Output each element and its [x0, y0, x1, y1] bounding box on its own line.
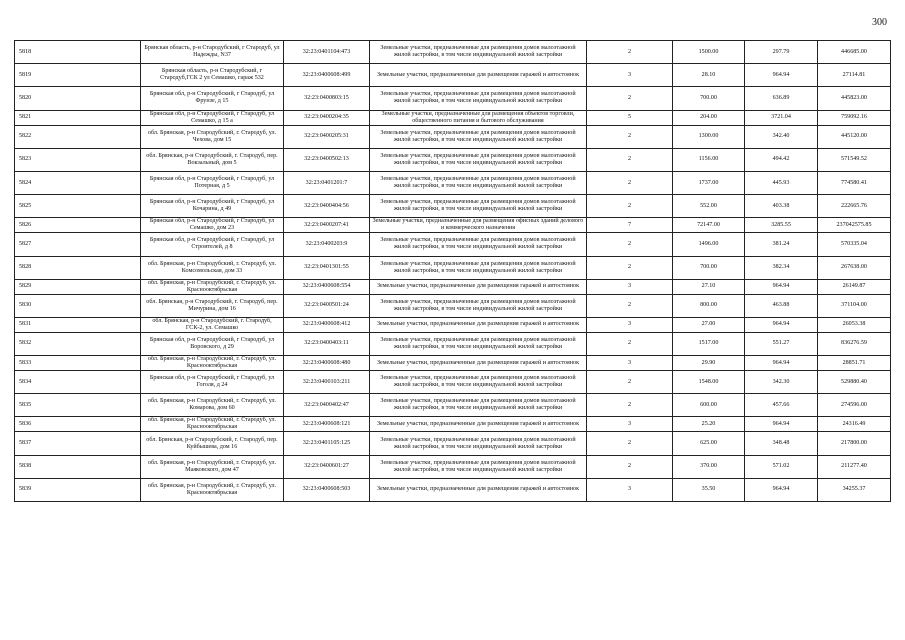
- address-cell: обл. Брянская, р-н Стародубский, г. Стародуб, ул. Чехова, дом 15: [141, 125, 284, 148]
- area-cell: 370.00: [673, 455, 745, 478]
- area-cell: 700.00: [673, 256, 745, 279]
- cadastral-value: 446685.00: [818, 41, 891, 64]
- record-number: 5821: [15, 110, 141, 125]
- unit-value: 3285.55: [745, 218, 818, 233]
- cadastral-value: 24316.49: [818, 417, 891, 432]
- unit-value: 571.02: [745, 455, 818, 478]
- unit-value: 494.42: [745, 148, 818, 171]
- registry-table: [14, 40, 891, 502]
- area-cell: 204.00: [673, 110, 745, 125]
- land-use-type: Земельные участки, предназначенные для размещения домов малоэтажной жилой застройки, в том числе индивидуальной жилой застройки: [370, 332, 587, 355]
- area-cell: 1500.00: [673, 41, 745, 64]
- cadastral-value: 529880.40: [818, 371, 891, 394]
- area-cell: 700.00: [673, 87, 745, 110]
- record-number: 5818: [15, 41, 141, 64]
- table-row: [15, 256, 891, 279]
- cadastral-number: 32:23:0400404:56: [284, 195, 370, 218]
- table-row: [15, 233, 891, 256]
- area-cell: 1496.00: [673, 233, 745, 256]
- record-number: 5827: [15, 233, 141, 256]
- record-number: 5838: [15, 455, 141, 478]
- area-cell: 28.10: [673, 64, 745, 87]
- use-group: 5: [587, 110, 673, 125]
- registry-rows: [15, 41, 891, 502]
- cadastral-value: 759092.16: [818, 110, 891, 125]
- unit-value: 463.88: [745, 294, 818, 317]
- land-use-type: Земельные участки, предназначенные для размещения домов малоэтажной жилой застройки, в том числе индивидуальной жилой застройки: [370, 294, 587, 317]
- cadastral-value: 836276.59: [818, 332, 891, 355]
- address-cell: обл. Брянская, р-н Стародубский, г. Стародуб, ул. Краснооктябрьская: [141, 356, 284, 371]
- address-cell: обл. Брянская, р-н Стародубский, г. Стародуб, ул. Комсомольская, дом 33: [141, 256, 284, 279]
- unit-value: 636.89: [745, 87, 818, 110]
- cadastral-value: 570335.04: [818, 233, 891, 256]
- area-cell: 1737.00: [673, 171, 745, 194]
- table-row: [15, 417, 891, 432]
- land-use-type: Земельные участки, предназначенные для размещения домов малоэтажной жилой застройки, в том числе индивидуальной жилой застройки: [370, 432, 587, 455]
- use-group: 3: [587, 64, 673, 87]
- area-cell: 35.50: [673, 478, 745, 501]
- address-cell: Брянская обл, р-н Стародубский, г Стародуб, ул Кочарина, д 49: [141, 195, 284, 218]
- unit-value: 551.27: [745, 332, 818, 355]
- cadastral-value: 445823.00: [818, 87, 891, 110]
- table-row: [15, 455, 891, 478]
- address-cell: обл. Брянская, р-н Стародубский, г. Стародуб, пер. Куйбышева, дом 16: [141, 432, 284, 455]
- address-cell: обл. Брянская, р-н Стародубский, г. Стародуб, ул. Краснооктябрьская: [141, 417, 284, 432]
- cadastral-number: 32:23:0400204:35: [284, 110, 370, 125]
- area-cell: 1517.00: [673, 332, 745, 355]
- unit-value: 445.93: [745, 171, 818, 194]
- cadastral-number: 32:23:0400207:41: [284, 218, 370, 233]
- use-group: 2: [587, 432, 673, 455]
- cadastral-number: 32:23:0400501:24: [284, 294, 370, 317]
- address-cell: обл. Брянская, р-н Стародубский, г. Стародуб, ул. Краснооктябрьская: [141, 279, 284, 294]
- area-cell: 625.00: [673, 432, 745, 455]
- table-row: [15, 294, 891, 317]
- use-group: 2: [587, 171, 673, 194]
- record-number: 5823: [15, 148, 141, 171]
- cadastral-value: 445120.00: [818, 125, 891, 148]
- land-use-type: Земельные участки, предназначенные для размещения домов малоэтажной жилой застройки, в том числе индивидуальной жилой застройки: [370, 41, 587, 64]
- cadastral-number: 32:23:0400608:503: [284, 478, 370, 501]
- address-cell: Брянская обл, р-н Стародубский, г Стародуб, ул Семашко, д 15 а: [141, 110, 284, 125]
- use-group: 2: [587, 87, 673, 110]
- record-number: 5819: [15, 64, 141, 87]
- land-use-type: Земельные участки, предназначенные для размещения домов малоэтажной жилой застройки, в том числе индивидуальной жилой застройки: [370, 455, 587, 478]
- unit-value: 3721.04: [745, 110, 818, 125]
- area-cell: 29.90: [673, 356, 745, 371]
- land-use-type: Земельные участки, предназначенные для размещения домов малоэтажной жилой застройки, в том числе индивидуальной жилой застройки: [370, 148, 587, 171]
- use-group: 2: [587, 371, 673, 394]
- table-row: [15, 110, 891, 125]
- area-cell: 1548.00: [673, 371, 745, 394]
- cadastral-number: 32:23:0401105:125: [284, 432, 370, 455]
- unit-value: 381.24: [745, 233, 818, 256]
- table-row: [15, 195, 891, 218]
- cadastral-value: 267638.00: [818, 256, 891, 279]
- cadastral-number: 32:23:0400608:499: [284, 64, 370, 87]
- cadastral-value: 26149.87: [818, 279, 891, 294]
- record-number: 5835: [15, 394, 141, 417]
- address-cell: обл. Брянская, р-н Стародубский, г. Стародуб, ул. Маяковского, дом 47: [141, 455, 284, 478]
- unit-value: 964.94: [745, 64, 818, 87]
- record-number: 5839: [15, 478, 141, 501]
- address-cell: Брянская область, р-н Стародубский, г Стародуб, ул Надежды, N37: [141, 41, 284, 64]
- use-group: 3: [587, 478, 673, 501]
- cadastral-value: 217800.00: [818, 432, 891, 455]
- table-row: [15, 332, 891, 355]
- use-group: 2: [587, 233, 673, 256]
- address-cell: Брянская обл, р-н Стародубский, г Стародуб, ул Фрунзе, д 15: [141, 87, 284, 110]
- record-number: 5833: [15, 356, 141, 371]
- use-group: 2: [587, 148, 673, 171]
- record-number: 5831: [15, 317, 141, 332]
- area-cell: 72147.00: [673, 218, 745, 233]
- table-row: [15, 394, 891, 417]
- use-group: 3: [587, 417, 673, 432]
- cadastral-value: 211277.40: [818, 455, 891, 478]
- record-number: 5829: [15, 279, 141, 294]
- cadastral-number: 32:23:0400103:211: [284, 371, 370, 394]
- cadastral-number: 32:23:0400608:412: [284, 317, 370, 332]
- table-row: [15, 432, 891, 455]
- area-cell: 800.00: [673, 294, 745, 317]
- land-use-type: Земельные участки, предназначенные для размещения домов малоэтажной жилой застройки, в том числе индивидуальной жилой застройки: [370, 125, 587, 148]
- land-use-type: Земельные участки, предназначенные для размещения домов малоэтажной жилой застройки, в том числе индивидуальной жилой застройки: [370, 171, 587, 194]
- use-group: 2: [587, 332, 673, 355]
- land-use-type: Земельные участки, предназначенные для размещения гаражей и автостоянок: [370, 64, 587, 87]
- table-row: [15, 317, 891, 332]
- address-cell: Брянская область, р-н Стародубский, г Стародуб,ГСК 2 ул Семашко, гараж 532: [141, 64, 284, 87]
- cadastral-number: 32:23:0400203:9: [284, 233, 370, 256]
- table-row: [15, 148, 891, 171]
- table-row: [15, 478, 891, 501]
- table-row: [15, 41, 891, 64]
- address-cell: обл. Брянская, р-н Стародубский, г. Стародуб, ГСК-2, ул. Семашко: [141, 317, 284, 332]
- record-number: 5836: [15, 417, 141, 432]
- cadastral-number: 32:23:0400502:13: [284, 148, 370, 171]
- cadastral-value: 27114.81: [818, 64, 891, 87]
- page-number: 300: [872, 17, 887, 28]
- land-use-type: Земельные участки, предназначенные для размещения домов малоэтажной жилой застройки, в том числе индивидуальной жилой застройки: [370, 233, 587, 256]
- use-group: 2: [587, 455, 673, 478]
- unit-value: 964.94: [745, 317, 818, 332]
- land-use-type: Земельные участки, предназначенные для размещения гаражей и автостоянок: [370, 356, 587, 371]
- table-row: [15, 356, 891, 371]
- address-cell: Брянская обл, р-н Стародубский, г Стародуб, ул Гоголя, д 24: [141, 371, 284, 394]
- land-use-type: Земельные участки, предназначенные для размещения объектов торговли, общественного питания и бытового обслуживания: [370, 110, 587, 125]
- cadastral-value: 34255.37: [818, 478, 891, 501]
- use-group: 2: [587, 125, 673, 148]
- table-row: [15, 279, 891, 294]
- use-group: 2: [587, 294, 673, 317]
- cadastral-number: 32:23:0400608:121: [284, 417, 370, 432]
- use-group: 2: [587, 195, 673, 218]
- unit-value: 457.66: [745, 394, 818, 417]
- use-group: 7: [587, 218, 673, 233]
- cadastral-number: 32:23:0400601:27: [284, 455, 370, 478]
- unit-value: 964.94: [745, 279, 818, 294]
- address-cell: Брянская обл, р-н Стародубский, г Стародуб, ул Потерная, д 5: [141, 171, 284, 194]
- area-cell: 552.00: [673, 195, 745, 218]
- cadastral-number: 32:23:0400608:554: [284, 279, 370, 294]
- unit-value: 348.48: [745, 432, 818, 455]
- cadastral-number: 32:23:0401301:55: [284, 256, 370, 279]
- use-group: 2: [587, 41, 673, 64]
- land-use-type: Земельные участки, предназначенные для размещения гаражей и автостоянок: [370, 478, 587, 501]
- cadastral-number: 32:23:0400402:47: [284, 394, 370, 417]
- address-cell: обл. Брянская, р-н Стародубский, г. Стародуб, пер. Вокзальный, дом 5: [141, 148, 284, 171]
- record-number: 5832: [15, 332, 141, 355]
- land-use-type: Земельные участки, предназначенные для размещения гаражей и автостоянок: [370, 417, 587, 432]
- unit-value: 403.38: [745, 195, 818, 218]
- unit-value: 297.79: [745, 41, 818, 64]
- unit-value: 342.30: [745, 371, 818, 394]
- use-group: 3: [587, 279, 673, 294]
- record-number: 5830: [15, 294, 141, 317]
- use-group: 2: [587, 394, 673, 417]
- use-group: 2: [587, 256, 673, 279]
- cadastral-value: 26053.38: [818, 317, 891, 332]
- record-number: 5822: [15, 125, 141, 148]
- table-row: [15, 87, 891, 110]
- unit-value: 342.40: [745, 125, 818, 148]
- use-group: 3: [587, 356, 673, 371]
- land-use-type: Земельные участки, предназначенные для размещения домов малоэтажной жилой застройки, в том числе индивидуальной жилой застройки: [370, 87, 587, 110]
- address-cell: Брянская обл, р-н Стародубский, г Стародуб, ул Семашко, дом 23: [141, 218, 284, 233]
- record-number: 5824: [15, 171, 141, 194]
- record-number: 5837: [15, 432, 141, 455]
- cadastral-value: 28851.71: [818, 356, 891, 371]
- cadastral-number: 32:23:0400803:15: [284, 87, 370, 110]
- area-cell: 1300.00: [673, 125, 745, 148]
- address-cell: обл. Брянская, р-н Стародубский, г. Стародуб, пер. Мичурина, дом 16: [141, 294, 284, 317]
- land-use-type: Земельные участки, предназначенные для размещения гаражей и автостоянок: [370, 317, 587, 332]
- cadastral-value: 274596.00: [818, 394, 891, 417]
- table-row: [15, 171, 891, 194]
- land-use-type: Земельные участки, предназначенные для размещения домов малоэтажной жилой застройки, в том числе индивидуальной жилой застройки: [370, 371, 587, 394]
- table-row: [15, 371, 891, 394]
- table-row: [15, 218, 891, 233]
- record-number: 5834: [15, 371, 141, 394]
- unit-value: 382.34: [745, 256, 818, 279]
- address-cell: Брянская обл, р-н Стародубский, г Стародуб, ул Воровского, д 29: [141, 332, 284, 355]
- address-cell: обл. Брянская, р-н Стародубский, г. Стародуб, ул. Краснооктябрьская: [141, 478, 284, 501]
- cadastral-number: 32:23:0400205:31: [284, 125, 370, 148]
- unit-value: 964.94: [745, 478, 818, 501]
- area-cell: 27.00: [673, 317, 745, 332]
- record-number: 5820: [15, 87, 141, 110]
- land-use-type: Земельные участки, предназначенные для размещения гаражей и автостоянок: [370, 279, 587, 294]
- cadastral-value: 571549.52: [818, 148, 891, 171]
- land-use-type: Земельные участки, предназначенные для размещения домов малоэтажной жилой застройки, в том числе индивидуальной жилой застройки: [370, 394, 587, 417]
- area-cell: 25.20: [673, 417, 745, 432]
- land-use-type: Земельные участки, предназначенные для размещения домов малоэтажной жилой застройки, в том числе индивидуальной жилой застройки: [370, 195, 587, 218]
- cadastral-number: 32:23:0401201:7: [284, 171, 370, 194]
- table-row: [15, 125, 891, 148]
- area-cell: 600.00: [673, 394, 745, 417]
- cadastral-value: 371104.00: [818, 294, 891, 317]
- use-group: 3: [587, 317, 673, 332]
- land-use-type: Земельные участки, предназначенные для размещения домов малоэтажной жилой застройки, в том числе индивидуальной жилой застройки: [370, 256, 587, 279]
- table-row: [15, 64, 891, 87]
- cadastral-value: 237042575.85: [818, 218, 891, 233]
- address-cell: Брянская обл, р-н Стародубский, г Стародуб, ул Строителей, д 8: [141, 233, 284, 256]
- land-use-type: Земельные участки, предназначенные для размещения офисных зданий делового и коммерческого назначения: [370, 218, 587, 233]
- cadastral-number: 32:23:0400608:480: [284, 356, 370, 371]
- unit-value: 964.94: [745, 356, 818, 371]
- record-number: 5828: [15, 256, 141, 279]
- area-cell: 27.10: [673, 279, 745, 294]
- cadastral-number: 32:23:0401104:473: [284, 41, 370, 64]
- area-cell: 1156.00: [673, 148, 745, 171]
- cadastral-number: 32:23:0400403:11: [284, 332, 370, 355]
- record-number: 5826: [15, 218, 141, 233]
- cadastral-value: 222665.76: [818, 195, 891, 218]
- cadastral-value: 774580.41: [818, 171, 891, 194]
- address-cell: обл. Брянская, р-н Стародубский, г. Стародуб, ул. Комарова, дом 60: [141, 394, 284, 417]
- unit-value: 964.94: [745, 417, 818, 432]
- record-number: 5825: [15, 195, 141, 218]
